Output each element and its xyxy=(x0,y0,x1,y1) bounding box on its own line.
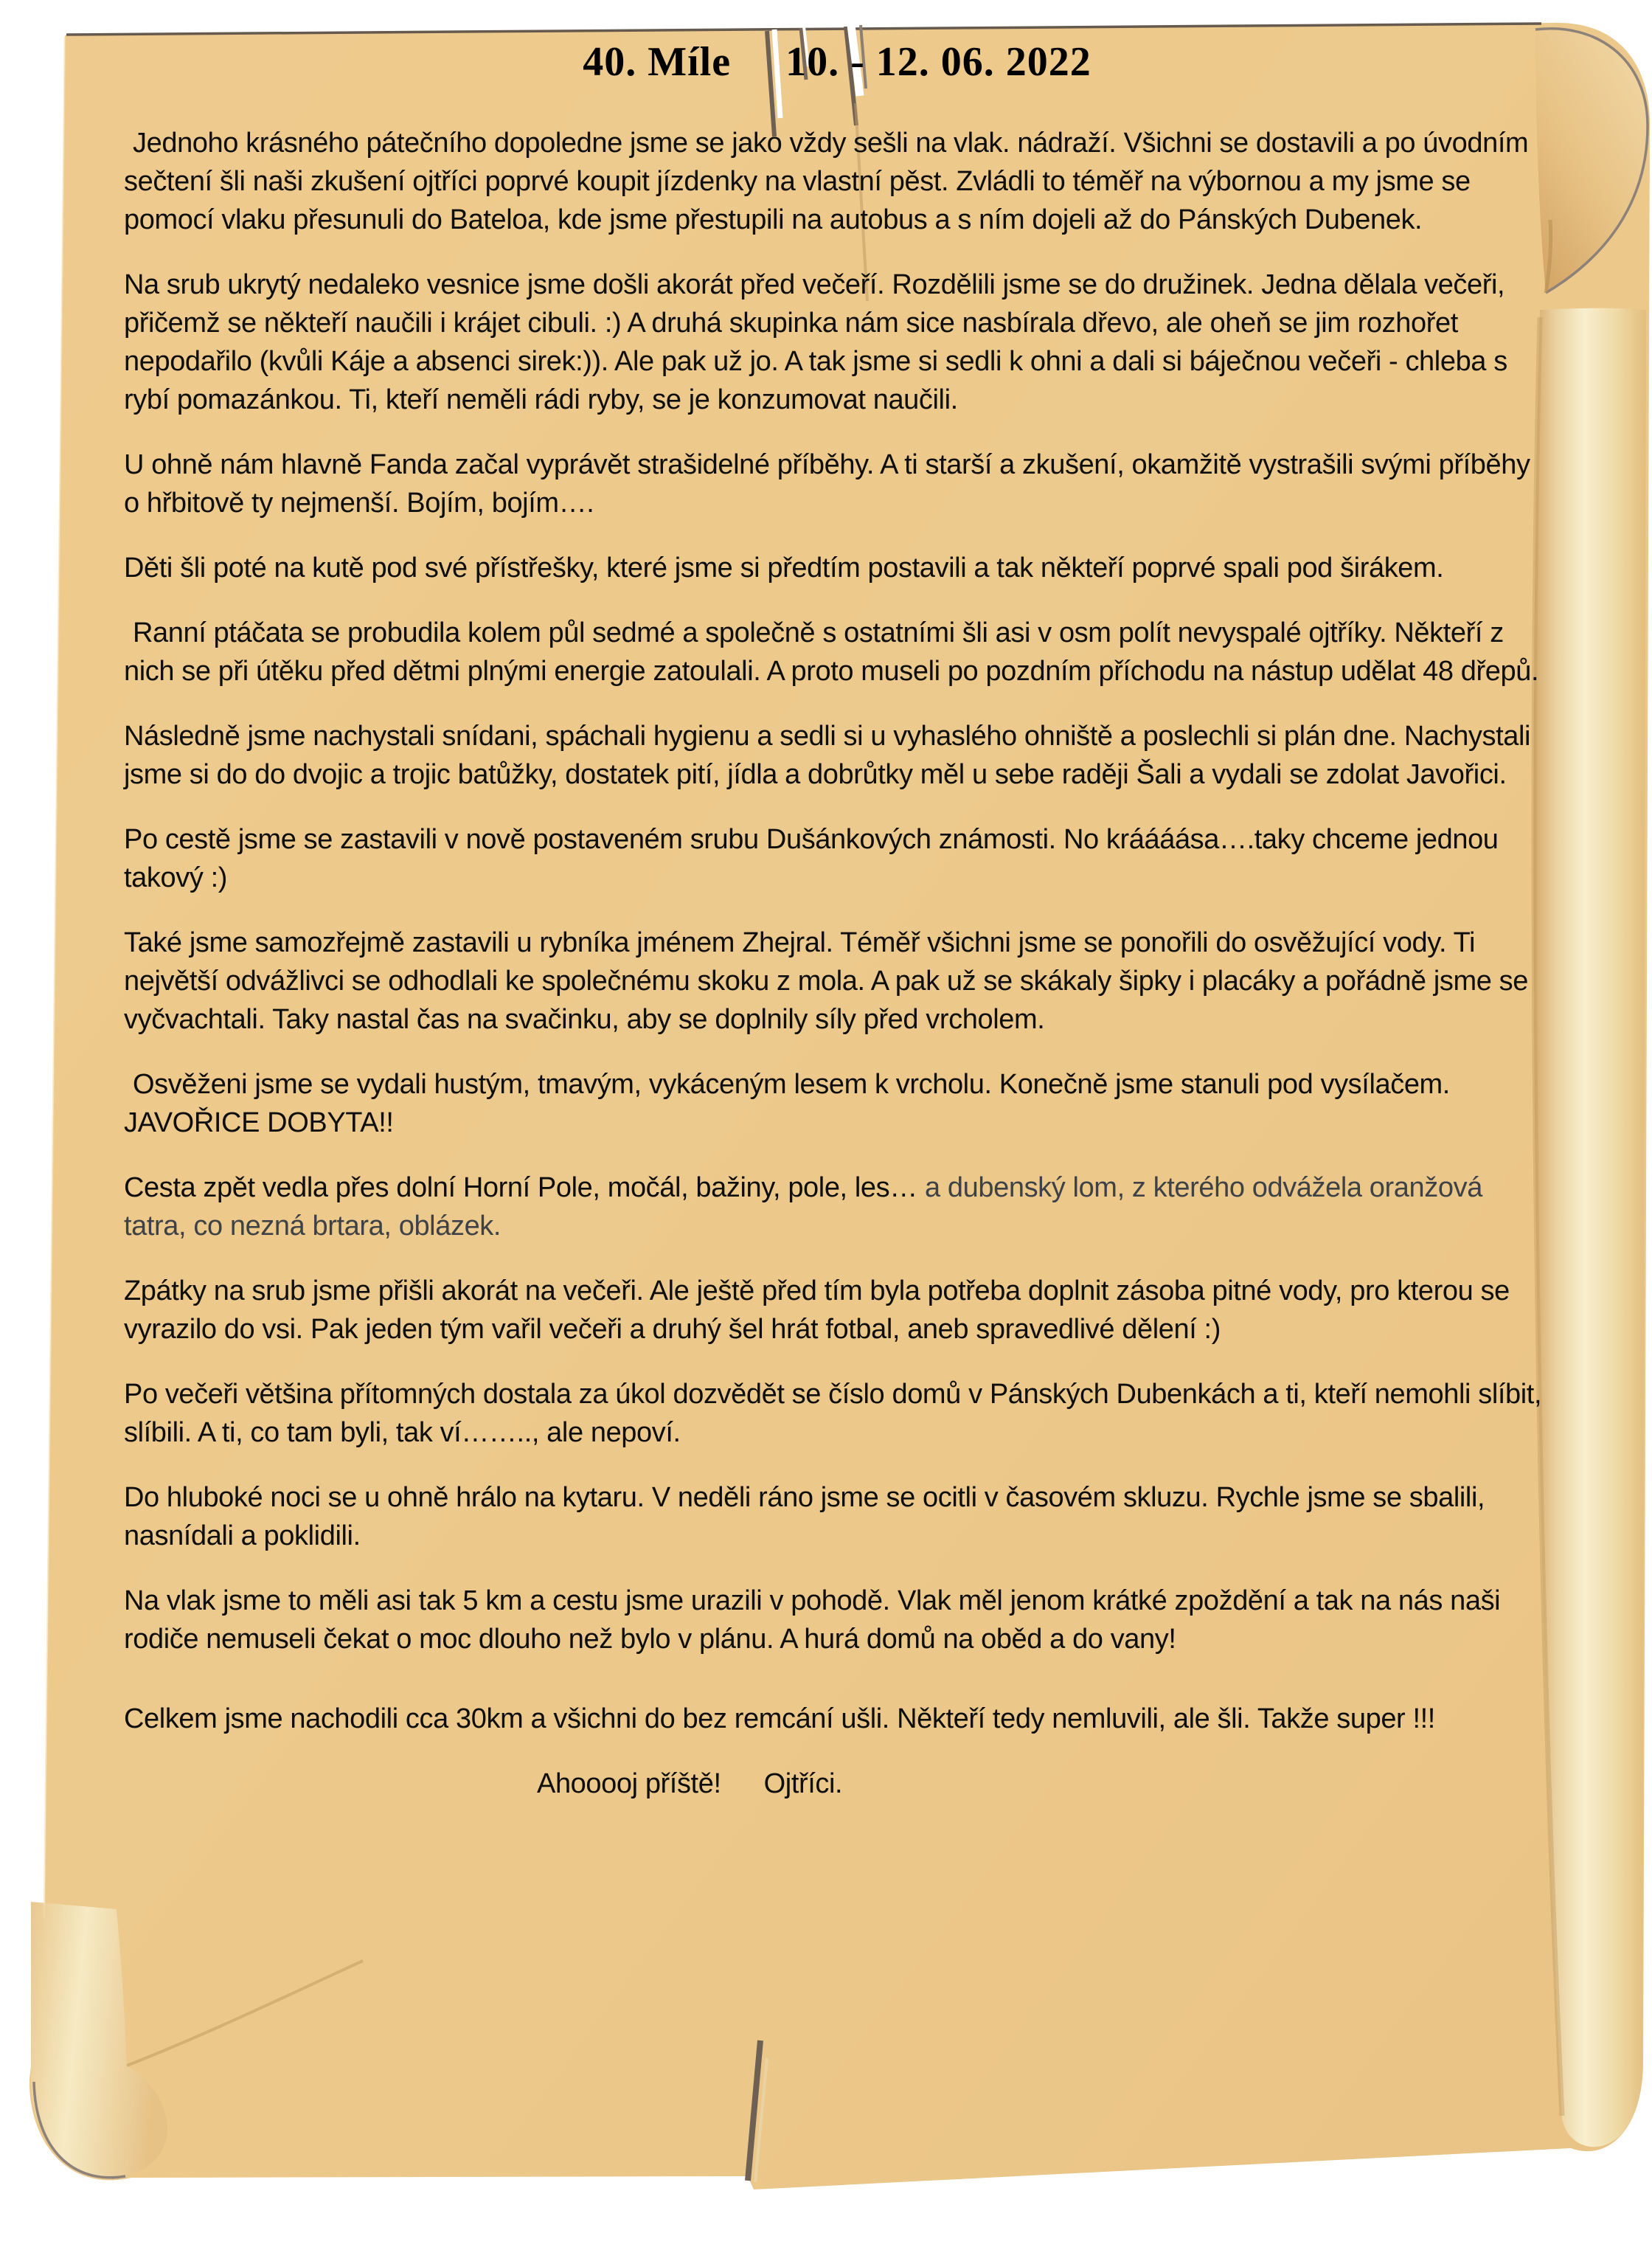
paragraph: Osvěženi jsme se vydali hustým, tmavým, vykáceným lesem k vrcholu. Konečně jsme stanuli pod vysílačem. JAVOŘICE DOBYTA!! xyxy=(124,1069,1450,1138)
closing-line xyxy=(537,1765,1550,1803)
paragraph-mixed-color xyxy=(124,1169,1550,1245)
title-event: 40. Míle xyxy=(583,39,732,85)
document-content xyxy=(124,32,1550,1803)
title-date: 10. - 12. 06. 2022 xyxy=(785,39,1092,85)
paragraph: Jednoho krásného pátečního dopoledne jsme se jako vždy sešli na vlak. nádraží. Všichni se dostavili a po úvodním sečtení šli naši zkušení ojtříci poprvé koupit jízdenky na vlastní pěst. Zvládli to téměř na výbornou a my jsme se pomocí vlaku přesunuli do Bateloa, kde jsme přestupili na autobus a s ním dojeli až do Pánských Dubenek. xyxy=(124,128,1529,235)
page-title xyxy=(124,32,1550,91)
paragraph: Celkem jsme nachodili cca 30km a všichni do bez remcání ušli. Někteří tedy nemluvili, ale šli. Takže super !!! xyxy=(124,1703,1435,1734)
paragraph: U ohně nám hlavně Fanda začal vyprávět strašidelné příběhy. A ti starší a zkušení, okamžitě vystrašili svými příběhy o hřbitově ty nejmenší. Bojím, bojím…. xyxy=(124,449,1530,519)
paragraph: Po večeři většina přítomných dostala za úkol dozvědět se číslo domů v Pánských Dubenkách a ti, kteří nemohli slíbit, slíbili. A ti, co tam byli, tak ví…….., ale nepoví. xyxy=(124,1379,1542,1448)
paragraph: Ranní ptáčata se probudila kolem půl sedmé a společně s ostatními šli asi v osm polít nevyspalé ojtříky. Někteří z nich se při útěku před dětmi plnými energie zatoulali. A proto museli po pozdním příchodu na nástup udělat 48 dřepů. xyxy=(124,617,1539,687)
text-run-black: Cesta zpět vedla přes dolní Horní Pole, močál, bažiny, pole, les… xyxy=(124,1172,926,1203)
paragraph: Také jsme samozřejmě zastavili u rybníka jménem Zhejral. Téměř všichni jsme se ponořili do osvěžující vody. Ti největší odvážlivci se odhodlali ke společnému skoku z mola. A pak už se skákaly šipky i placáky a pořádně jsme se vyčvachtali. Taky nastal čas na svačinku, aby se doplnily síly před vrcholem. xyxy=(124,927,1528,1035)
paragraph: Následně jsme nachystali snídani, spáchali hygienu a sedli si u vyhaslého ohniště a poslechli si plán dne. Nachystali jsme si do do dvojic a trojic batůžky, dostatek pití, jídla a dobrůtky měl u sebe raději Šali a vydali se zdolat Javořici. xyxy=(124,721,1531,790)
closing-farewell: Ahooooj příště! xyxy=(537,1768,721,1799)
paragraph: Děti šli poté na kutě pod své přístřešky, které jsme si předtím postavili a tak někteří poprvé spali pod širákem. xyxy=(124,553,1444,584)
paragraph: Po cestě jsme se zastavili v nově postaveném srubu Dušánkových známosti. No kráááása….taky chceme jednou takový :) xyxy=(124,824,1499,893)
paragraph: Na srub ukrytý nedaleko vesnice jsme došli akorát před večeří. Rozdělili jsme se do družinek. Jedna dělala večeři, přičemž se někteří naučili i krájet cibuli. :) A druhá skupinka nám sice nasbírala dřevo, ale oheň se jim rozhořet nepodařilo (kvůli Káje a absenci sirek:)). Ale pak už jo. A tak jsme si sedli k ohni a dali si báječnou večeři - chleba s rybí pomazánkou. Ti, kteří neměli rádi ryby, se je konzumovat naučili. xyxy=(124,269,1507,415)
closing-signature: Ojtříci. xyxy=(763,1768,843,1799)
paragraph: Zpátky na srub jsme přišli akorát na večeři. Ale ještě před tím byla potřeba doplnit zásoba pitné vody, pro kterou se vyrazilo do vsi. Pak jeden tým vařil večeři a druhý šel hrát fotbal, aneb spravedlivé dělení :) xyxy=(124,1275,1510,1345)
paragraph: Do hluboké noci se u ohně hrálo na kytaru. V neděli ráno jsme se ocitli v časovém skluzu. Rychle jsme se sbalili, nasnídali a poklidili. xyxy=(124,1482,1485,1551)
text-run-muted: a dubenský lom, z kterého odvážela oranžová tatra, co nezná brtara, oblázek. xyxy=(124,1172,1482,1242)
paragraph: Na vlak jsme to měli asi tak 5 km a cestu jsme urazili v pohodě. Vlak měl jenom krátké zpoždění a tak na nás naši rodiče nemuseli čekat o moc dlouho než bylo v plánu. A hurá domů na oběd a do vany! xyxy=(124,1585,1501,1655)
